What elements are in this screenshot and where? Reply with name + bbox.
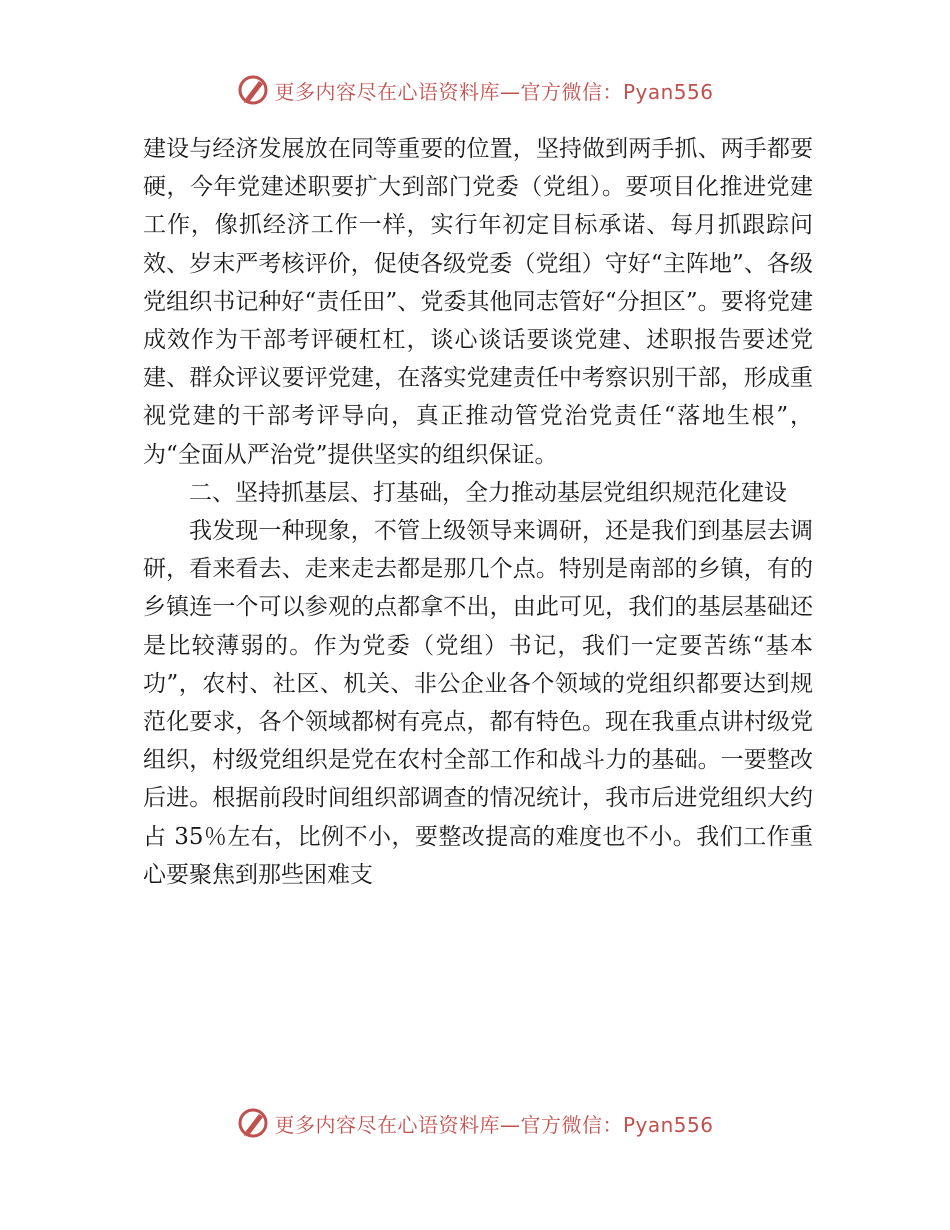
pen-emblem-icon [236,73,270,107]
header-banner-text: 更多内容尽在心语资料库—官方微信：Pyan556 [274,79,714,104]
footer-banner [0,1103,950,1143]
header-banner [0,70,950,110]
footer-banner-text: 更多内容尽在心语资料库—官方微信：Pyan556 [274,1112,714,1137]
section-heading: 二、坚持抓基层、打基础，全力推动基层党组织规范化建设 [189,479,787,506]
paragraph-continuation: 建设与经济发展放在同等重要的位置，坚持做到两手抓、两手都要硬，今年党建述职要扩大到部门党委（党组）。要项目化推进党建工作，像抓经济工作一样，实行年初定目标承诺、每月抓跟踪问效、岁末严考核评价，促使各级党委（党组）守好“主阵地”、各级党组织书记种好“责任田”、党委其他同志管好“分担区”。要将党建成效作为干部考评硬杠杠，谈心谈话要谈党建、述职报告要述党建、群众评议要评党建，在落实党建责任中考察识别干部，形成重视党建的干部考评导向，真正推动管党治党责任“落地生根”，为“全面从严治党”提供坚实的组织保证。 [143,136,813,468]
document-body [143,130,813,894]
paragraph-body: 我发现一种现象，不管上级领导来调研，还是我们到基层去调研，看来看去、走来走去都是那几个点。特别是南部的乡镇，有的乡镇连一个可以参观的点都拿不出，由此可见，我们的基层基础还是比较薄弱的。作为党委（党组）书记，我们一定要苦练“基本功”，农村、社区、机关、非公企业各个领域的党组织都要达到规范化要求，各个领域都树有亮点，都有特色。现在我重点讲村级党组织，村级党组织是党在农村全部工作和战斗力的基础。一要整改后进。根据前段时间组织部调查的情况统计，我市后进党组织大约占 35％左右，比例不小，要整改提高的难度也不小。我们工作重心要聚焦到那些困难支 [143,518,813,888]
pen-emblem-icon [236,1106,270,1140]
